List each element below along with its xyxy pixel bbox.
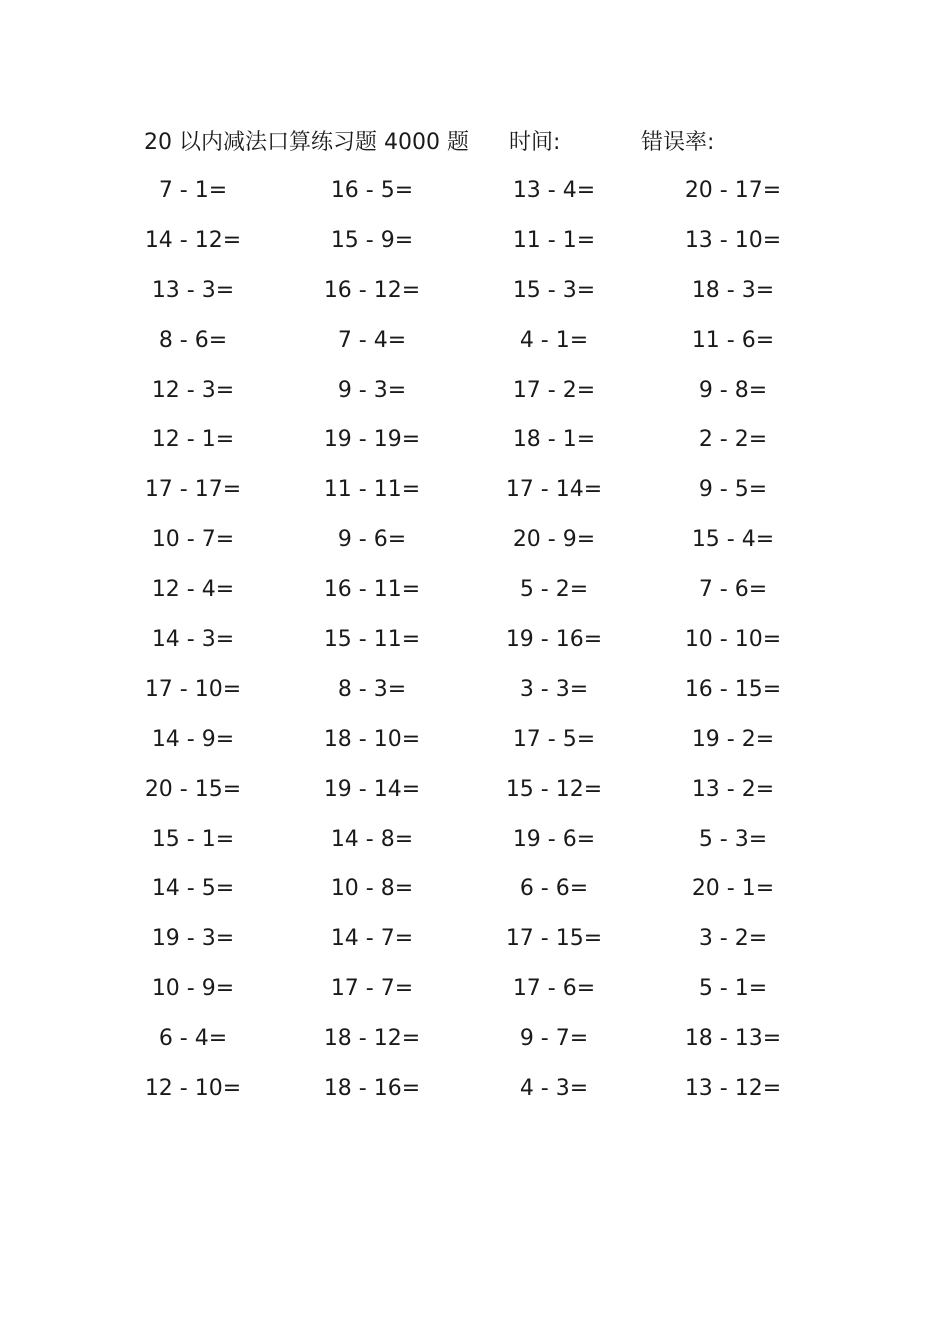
problem-item: 17 - 2= <box>512 377 596 403</box>
problem-item: 14 - 12= <box>144 227 242 253</box>
problem-item: 3 - 3= <box>519 676 589 702</box>
problem-item: 15 - 1= <box>151 826 235 852</box>
problem-item: 11 - 11= <box>323 477 421 503</box>
problem-item: 10 - 9= <box>151 976 235 1002</box>
problem-row <box>0 721 950 771</box>
problem-item: 13 - 3= <box>151 277 235 303</box>
problem-item: 19 - 14= <box>323 776 421 802</box>
problem-row <box>0 920 950 970</box>
problem-item: 9 - 3= <box>337 377 407 403</box>
problem-row <box>0 421 950 471</box>
problem-row <box>0 621 950 671</box>
problem-item: 19 - 16= <box>505 627 603 653</box>
problem-row <box>0 821 950 871</box>
problem-item: 16 - 15= <box>684 676 782 702</box>
problem-item: 12 - 1= <box>151 427 235 453</box>
problem-row <box>0 671 950 721</box>
problem-item: 14 - 7= <box>330 926 414 952</box>
problem-row <box>0 322 950 372</box>
problem-item: 19 - 19= <box>323 427 421 453</box>
problem-item: 12 - 3= <box>151 377 235 403</box>
problem-row <box>0 471 950 521</box>
problem-grid <box>0 172 950 1120</box>
problem-item: 7 - 4= <box>337 327 407 353</box>
problem-item: 9 - 8= <box>698 377 768 403</box>
problem-item: 5 - 2= <box>519 577 589 603</box>
problem-item: 14 - 8= <box>330 826 414 852</box>
problem-item: 17 - 5= <box>512 726 596 752</box>
problem-row <box>0 372 950 422</box>
problem-item: 20 - 15= <box>144 776 242 802</box>
problem-row <box>0 870 950 920</box>
problem-item: 14 - 9= <box>151 726 235 752</box>
problem-item: 17 - 7= <box>330 976 414 1002</box>
problem-item: 15 - 3= <box>512 277 596 303</box>
problem-item: 16 - 12= <box>323 277 421 303</box>
problem-item: 18 - 1= <box>512 427 596 453</box>
problem-item: 13 - 2= <box>691 776 775 802</box>
problem-item: 19 - 2= <box>691 726 775 752</box>
problem-item: 12 - 4= <box>151 577 235 603</box>
problem-item: 18 - 16= <box>323 1076 421 1102</box>
problem-row <box>0 1020 950 1070</box>
problem-row <box>0 521 950 571</box>
problem-item: 5 - 1= <box>698 976 768 1002</box>
problem-item: 18 - 12= <box>323 1026 421 1052</box>
problem-item: 15 - 4= <box>691 527 775 553</box>
problem-item: 9 - 6= <box>337 527 407 553</box>
problem-item: 13 - 10= <box>684 227 782 253</box>
problem-row <box>0 272 950 322</box>
problem-item: 15 - 9= <box>330 227 414 253</box>
problem-item: 9 - 5= <box>698 477 768 503</box>
problem-item: 19 - 3= <box>151 926 235 952</box>
problem-item: 17 - 15= <box>505 926 603 952</box>
problem-item: 4 - 3= <box>519 1076 589 1102</box>
problem-item: 7 - 6= <box>698 577 768 603</box>
problem-item: 20 - 17= <box>684 178 782 203</box>
problem-item: 2 - 2= <box>698 427 768 453</box>
time-label: 时间: <box>509 130 561 155</box>
problem-item: 20 - 1= <box>691 876 775 902</box>
problem-item: 11 - 1= <box>512 227 596 253</box>
problem-item: 9 - 7= <box>519 1026 589 1052</box>
problem-item: 6 - 6= <box>519 876 589 902</box>
error-rate-label: 错误率: <box>641 130 715 155</box>
problem-row <box>0 172 950 222</box>
problem-item: 10 - 8= <box>330 876 414 902</box>
problem-item: 13 - 4= <box>512 178 596 203</box>
problem-item: 6 - 4= <box>158 1026 228 1052</box>
problem-item: 18 - 10= <box>323 726 421 752</box>
problem-row <box>0 970 950 1020</box>
problem-item: 12 - 10= <box>144 1076 242 1102</box>
problem-item: 11 - 6= <box>691 327 775 353</box>
problem-item: 16 - 5= <box>330 178 414 203</box>
problem-item: 17 - 10= <box>144 676 242 702</box>
worksheet-header <box>0 126 950 160</box>
problem-item: 8 - 3= <box>337 676 407 702</box>
problem-item: 4 - 1= <box>519 327 589 353</box>
problem-item: 20 - 9= <box>512 527 596 553</box>
problem-item: 3 - 2= <box>698 926 768 952</box>
problem-item: 17 - 6= <box>512 976 596 1002</box>
problem-item: 15 - 11= <box>323 627 421 653</box>
problem-item: 5 - 3= <box>698 826 768 852</box>
problem-item: 18 - 3= <box>691 277 775 303</box>
worksheet-title: 20 以内减法口算练习题 4000 题 <box>144 130 469 155</box>
problem-row <box>0 771 950 821</box>
problem-item: 18 - 13= <box>684 1026 782 1052</box>
problem-item: 14 - 3= <box>151 627 235 653</box>
problem-item: 17 - 17= <box>144 477 242 503</box>
problem-item: 16 - 11= <box>323 577 421 603</box>
problem-item: 10 - 10= <box>684 627 782 653</box>
problem-row <box>0 222 950 272</box>
problem-item: 8 - 6= <box>158 327 228 353</box>
problem-item: 10 - 7= <box>151 527 235 553</box>
problem-item: 15 - 12= <box>505 776 603 802</box>
problem-item: 14 - 5= <box>151 876 235 902</box>
problem-row <box>0 571 950 621</box>
problem-item: 13 - 12= <box>684 1076 782 1102</box>
problem-item: 19 - 6= <box>512 826 596 852</box>
problem-item: 17 - 14= <box>505 477 603 503</box>
problem-row <box>0 1070 950 1120</box>
problem-item: 7 - 1= <box>158 178 228 203</box>
